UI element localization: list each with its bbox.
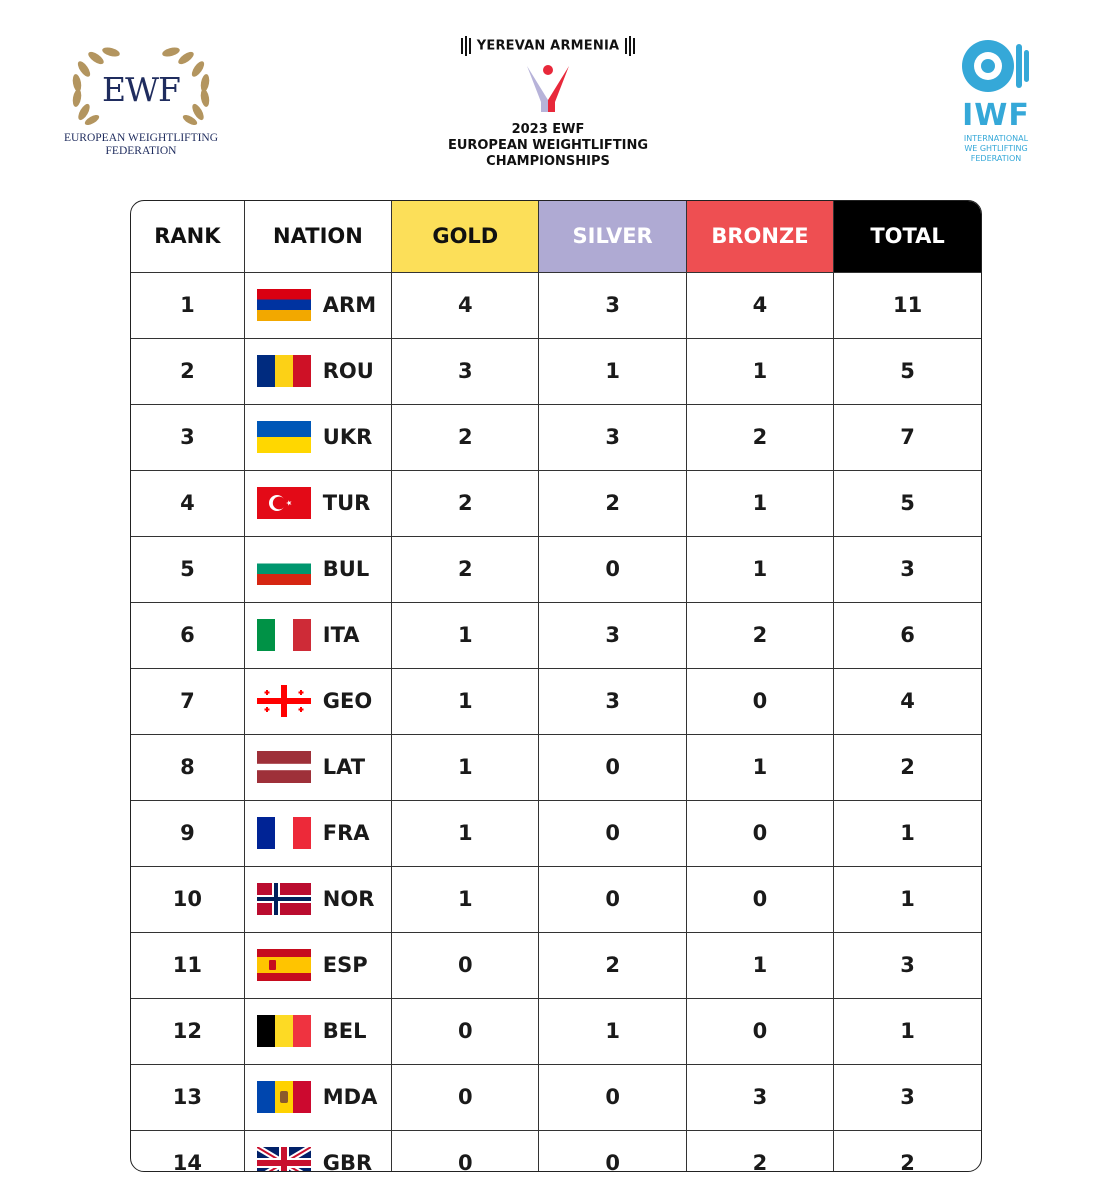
table-row (131, 1130, 981, 1172)
table-row (131, 1064, 981, 1130)
gold-cell: 2 (392, 404, 539, 470)
event-title: 2023 EWF EUROPEAN WEIGHTLIFTING CHAMPIONSHIPS (447, 122, 649, 169)
silver-cell: 2 (539, 470, 686, 536)
table-row (131, 536, 981, 602)
silver-cell: 0 (539, 734, 686, 800)
nation-code: ITA (322, 623, 360, 647)
lifter-emblem-icon (525, 60, 571, 112)
bronze-cell: 1 (686, 932, 833, 998)
total-cell: 1 (834, 998, 981, 1064)
city-line (430, 36, 666, 56)
silver-cell: 1 (539, 998, 686, 1064)
bronze-cell: 1 (686, 734, 833, 800)
gold-cell: 1 (392, 668, 539, 734)
total-cell: 3 (834, 536, 981, 602)
nation-code: GBR (322, 1151, 373, 1172)
romania-flag-icon (257, 355, 311, 387)
nation-code: GEO (322, 689, 373, 713)
table-row (131, 602, 981, 668)
ukraine-flag-icon (257, 421, 311, 453)
iwf-caption: INTERNATIONAL WE GHTLIFTING FEDERATION (963, 134, 1029, 163)
bulgaria-flag-icon (257, 553, 311, 585)
gold-cell: 1 (392, 734, 539, 800)
georgia-flag-icon (257, 685, 311, 717)
iwf-logo (950, 38, 1042, 168)
table-header-row (131, 201, 981, 272)
gold-cell: 1 (392, 800, 539, 866)
table-row (131, 338, 981, 404)
total-cell: 1 (834, 800, 981, 866)
table-row (131, 404, 981, 470)
nation-header: NATION (244, 201, 391, 272)
table-row (131, 470, 981, 536)
rank-cell: 5 (131, 536, 244, 602)
table-row (131, 668, 981, 734)
total-cell: 3 (834, 1064, 981, 1130)
silver-cell: 0 (539, 536, 686, 602)
gold-cell: 0 (392, 998, 539, 1064)
nation-code: BEL (322, 1019, 367, 1043)
bronze-cell: 3 (686, 1064, 833, 1130)
rank-cell: 9 (131, 800, 244, 866)
gold-cell: 0 (392, 1064, 539, 1130)
bronze-cell: 2 (686, 404, 833, 470)
iwf-letters: IWF (962, 98, 1030, 133)
ewf-logo (62, 40, 220, 162)
norway-flag-icon (257, 883, 311, 915)
nation-cell (244, 866, 391, 932)
rank-cell: 7 (131, 668, 244, 734)
nation-cell (244, 932, 391, 998)
france-flag-icon (257, 817, 311, 849)
nation-cell (244, 404, 391, 470)
rank-cell: 12 (131, 998, 244, 1064)
total-header: TOTAL (834, 201, 981, 272)
spain-flag-icon (257, 949, 311, 981)
rank-cell: 13 (131, 1064, 244, 1130)
turkey-flag-icon (257, 487, 311, 519)
gold-cell: 2 (392, 536, 539, 602)
weight-plate-icon (960, 38, 1032, 94)
rank-cell: 2 (131, 338, 244, 404)
medal-table (130, 200, 982, 1172)
bronze-header: BRONZE (686, 201, 833, 272)
gold-cell: 4 (392, 272, 539, 338)
bronze-cell: 1 (686, 470, 833, 536)
nation-code: ROU (322, 359, 374, 383)
latvia-flag-icon (257, 751, 311, 783)
nation-code: MDA (322, 1085, 378, 1109)
total-cell: 2 (834, 1130, 981, 1172)
nation-cell (244, 1064, 391, 1130)
bronze-cell: 1 (686, 536, 833, 602)
nation-code: ESP (322, 953, 368, 977)
bronze-cell: 2 (686, 602, 833, 668)
total-cell: 1 (834, 866, 981, 932)
rank-header: RANK (131, 201, 244, 272)
rank-cell: 6 (131, 602, 244, 668)
table-body (131, 272, 981, 1172)
nation-code: FRA (322, 821, 370, 845)
bronze-cell: 0 (686, 800, 833, 866)
nation-cell (244, 1130, 391, 1172)
bronze-cell: 4 (686, 272, 833, 338)
bronze-cell: 0 (686, 998, 833, 1064)
silver-cell: 3 (539, 602, 686, 668)
silver-cell: 0 (539, 1130, 686, 1172)
table-row (131, 866, 981, 932)
nation-cell (244, 536, 391, 602)
total-cell: 5 (834, 470, 981, 536)
gold-cell: 2 (392, 470, 539, 536)
nation-cell (244, 668, 391, 734)
ewf-letters: EWF (102, 70, 180, 109)
table-row (131, 800, 981, 866)
gold-cell: 1 (392, 866, 539, 932)
ewf-caption: EUROPEAN WEIGHTLIFTING FEDERATION (63, 132, 219, 157)
rank-cell: 4 (131, 470, 244, 536)
gold-header: GOLD (392, 201, 539, 272)
silver-header: SILVER (539, 201, 686, 272)
total-cell: 3 (834, 932, 981, 998)
italy-flag-icon (257, 619, 311, 651)
gold-cell: 0 (392, 932, 539, 998)
nation-cell (244, 272, 391, 338)
nation-code: UKR (322, 425, 373, 449)
total-cell: 4 (834, 668, 981, 734)
rank-cell: 3 (131, 404, 244, 470)
nation-cell (244, 338, 391, 404)
nation-code: BUL (322, 557, 370, 581)
gold-cell: 1 (392, 602, 539, 668)
moldova-flag-icon (257, 1081, 311, 1113)
silver-cell: 0 (539, 800, 686, 866)
table-row (131, 272, 981, 338)
nation-code: LAT (322, 755, 366, 779)
rank-cell: 8 (131, 734, 244, 800)
silver-cell: 3 (539, 404, 686, 470)
silver-cell: 3 (539, 272, 686, 338)
table-row (131, 932, 981, 998)
championship-logo (430, 36, 666, 176)
rank-cell: 11 (131, 932, 244, 998)
total-cell: 2 (834, 734, 981, 800)
gold-cell: 3 (392, 338, 539, 404)
barbell-plate-icon (461, 36, 471, 56)
table-row (131, 998, 981, 1064)
gold-cell: 0 (392, 1130, 539, 1172)
rank-cell: 14 (131, 1130, 244, 1172)
silver-cell: 0 (539, 866, 686, 932)
bronze-cell: 1 (686, 338, 833, 404)
silver-cell: 0 (539, 1064, 686, 1130)
total-cell: 6 (834, 602, 981, 668)
belgium-flag-icon (257, 1015, 311, 1047)
great-britain-flag-icon (257, 1147, 311, 1172)
nation-cell (244, 998, 391, 1064)
armenia-flag-icon (257, 289, 311, 321)
rank-cell: 1 (131, 272, 244, 338)
silver-cell: 2 (539, 932, 686, 998)
bronze-cell: 0 (686, 668, 833, 734)
city-text: YEREVAN ARMENIA (476, 38, 620, 54)
nation-cell (244, 734, 391, 800)
silver-cell: 3 (539, 668, 686, 734)
total-cell: 11 (834, 272, 981, 338)
nation-cell (244, 800, 391, 866)
total-cell: 5 (834, 338, 981, 404)
nation-cell (244, 470, 391, 536)
barbell-plate-icon (625, 36, 635, 56)
rank-cell: 10 (131, 866, 244, 932)
bronze-cell: 0 (686, 866, 833, 932)
nation-code: NOR (322, 887, 375, 911)
total-cell: 7 (834, 404, 981, 470)
nation-code: TUR (322, 491, 371, 515)
nation-cell (244, 602, 391, 668)
bronze-cell: 2 (686, 1130, 833, 1172)
table-row (131, 734, 981, 800)
silver-cell: 1 (539, 338, 686, 404)
nation-code: ARM (322, 293, 377, 317)
